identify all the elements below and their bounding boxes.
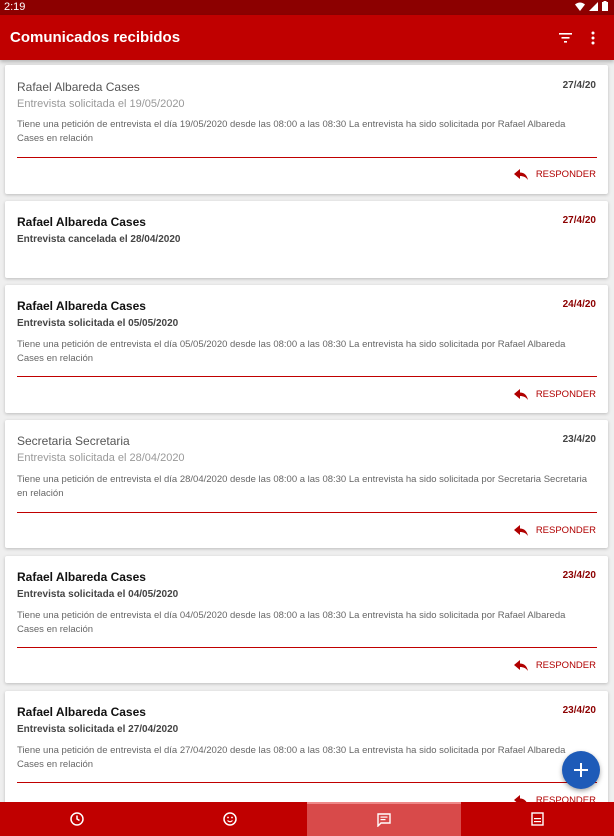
new-message-button[interactable]	[562, 751, 600, 789]
divider	[17, 512, 597, 513]
message-card[interactable]	[5, 285, 608, 413]
reply-icon	[514, 525, 528, 536]
message-date: 27/4/20	[562, 80, 596, 91]
message-card[interactable]	[5, 556, 608, 683]
message-card[interactable]	[5, 691, 608, 802]
message-card[interactable]	[5, 65, 608, 194]
nav-item-messages[interactable]	[307, 802, 461, 836]
status-bar	[0, 0, 614, 15]
reply-button[interactable]	[514, 660, 596, 671]
reply-icon	[514, 169, 528, 180]
message-sender: Rafael Albareda Cases	[17, 570, 146, 584]
message-body: Tiene una petición de entrevista el día 04/05/2020 desde las 08:00 a las 08:30 La entrevista ha sido solicitada por Rafael Albareda Cases en relación	[17, 610, 566, 635]
message-date: 23/4/20	[562, 434, 596, 445]
reply-label: RESPONDER	[535, 169, 596, 180]
message-card[interactable]	[5, 201, 608, 278]
smiley-icon	[223, 812, 237, 826]
message-subject: Entrevista solicitada el 04/05/2020	[17, 589, 179, 600]
message-subject: Entrevista solicitada el 27/04/2020	[17, 724, 179, 735]
divider	[17, 157, 597, 158]
reply-icon	[514, 660, 528, 671]
message-date: 24/4/20	[562, 299, 596, 310]
signal-icon	[589, 2, 598, 11]
message-icon	[377, 813, 391, 827]
message-date: 23/4/20	[562, 705, 596, 716]
nav-item-agenda[interactable]	[461, 802, 614, 836]
wifi-icon	[575, 2, 585, 11]
message-date: 27/4/20	[562, 215, 596, 226]
notebook-icon	[531, 812, 544, 826]
message-date: 23/4/20	[562, 570, 596, 581]
reply-button[interactable]	[514, 795, 596, 802]
overflow-menu-button[interactable]	[582, 27, 604, 49]
message-body: Tiene una petición de entrevista el día 28/04/2020 desde las 08:00 a las 08:30 La entrevista ha sido solicitada por Secretaria Secretaria en relación	[17, 474, 588, 499]
plus-icon	[574, 763, 588, 777]
more-vert-icon	[591, 31, 595, 45]
filter-icon	[559, 33, 572, 43]
message-body: Tiene una petición de entrevista el día 27/04/2020 desde las 08:00 a las 08:30 La entrevista ha sido solicitada por Rafael Albareda Cases en relación	[17, 745, 566, 770]
clock-icon	[70, 812, 84, 826]
app-bar	[0, 15, 614, 60]
message-sender: Rafael Albareda Cases	[17, 215, 146, 229]
reply-icon	[514, 795, 528, 802]
battery-icon	[602, 1, 608, 11]
message-subject: Entrevista solicitada el 05/05/2020	[17, 318, 179, 329]
nav-item-history[interactable]	[0, 802, 154, 836]
reply-label: RESPONDER	[535, 389, 596, 400]
message-subject: Entrevista solicitada el 28/04/2020	[17, 452, 185, 464]
message-card[interactable]	[5, 420, 608, 548]
nav-item-profile[interactable]	[154, 802, 308, 836]
message-sender: Rafael Albareda Cases	[17, 299, 146, 313]
status-time: 2:19	[4, 1, 26, 13]
message-subject: Entrevista solicitada el 19/05/2020	[17, 98, 185, 110]
divider	[17, 647, 597, 648]
message-sender: Rafael Albareda Cases	[17, 80, 140, 94]
reply-button[interactable]	[514, 525, 596, 536]
reply-button[interactable]	[514, 169, 596, 180]
reply-button[interactable]	[514, 389, 596, 400]
message-sender: Rafael Albareda Cases	[17, 705, 146, 719]
message-list[interactable]	[0, 60, 614, 802]
page-title: Comunicados recibidos	[10, 29, 181, 46]
message-body: Tiene una petición de entrevista el día 19/05/2020 desde las 08:00 a las 08:30 La entrevista ha sido solicitada por Rafael Albareda Cases en relación	[17, 119, 566, 144]
reply-label: RESPONDER	[535, 660, 596, 671]
bottom-navigation	[0, 802, 614, 836]
filter-button[interactable]	[554, 27, 576, 49]
message-body: Tiene una petición de entrevista el día 05/05/2020 desde las 08:00 a las 08:30 La entrevista ha sido solicitada por Rafael Albareda Cases en relación	[17, 339, 566, 364]
divider	[17, 782, 597, 783]
reply-icon	[514, 389, 528, 400]
message-subject: Entrevista cancelada el 28/04/2020	[17, 234, 181, 245]
message-sender: Secretaria Secretaria	[17, 434, 130, 448]
reply-label: RESPONDER	[535, 525, 596, 536]
divider	[17, 376, 597, 377]
reply-label: RESPONDER	[535, 795, 596, 802]
